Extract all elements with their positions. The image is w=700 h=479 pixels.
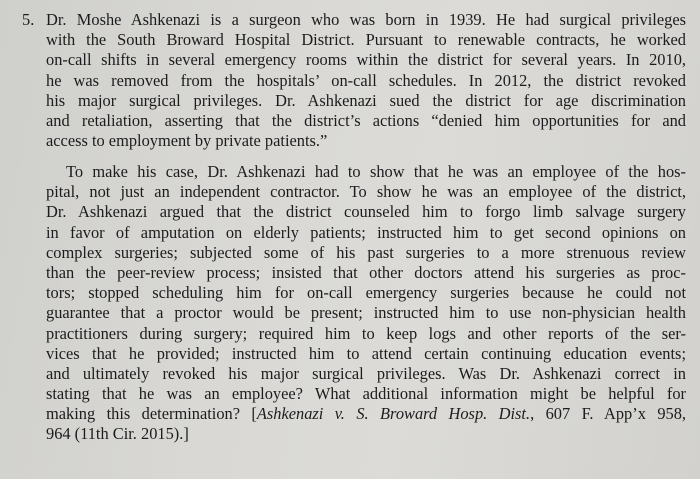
text-line: Dr. Moshe Ashkenazi is a surgeon who was born in 1939. He had surgical privileges bbox=[46, 10, 686, 29]
text-line: access to employment by private patients.” bbox=[46, 131, 328, 151]
text-line: pital, not just an independent contractor. To show he was an employee of the district, bbox=[46, 182, 686, 202]
text-line: and ultimately revoked his major surgical privileges. Was Dr. Ashkenazi correct in bbox=[46, 363, 686, 383]
text-line: he was removed from the hospitals’ on-call schedules. In 2012, the district revoked bbox=[46, 70, 686, 90]
text-line: tors; stopped scheduling him for on-call emergency surgeries because he could not bbox=[46, 283, 686, 303]
text-line: To make his case, Dr. Ashkenazi had to show that he was an employee of the hos- bbox=[66, 162, 686, 181]
text-line: Dr. Ashkenazi argued that the district counseled him to forgo limb salvage surgery bbox=[46, 202, 686, 222]
text-line: practitioners during surgery; required him to keep logs and other reports of the ser- bbox=[46, 323, 686, 343]
case-name: Ashkenazi v. S. Broward Hosp. Dist. bbox=[256, 404, 531, 424]
citation-prefix: making this determination? [ bbox=[46, 404, 257, 424]
text-line: on-call shifts in several emergency rooms within the district for several years. In 2010, bbox=[46, 50, 686, 70]
text-line: guarantee that a proctor would be present; instructed him to use non-physician health bbox=[46, 303, 686, 323]
text-line: in favor of amputation on elderly patients; instructed him to get second opinions on bbox=[46, 222, 686, 242]
paragraph-question bbox=[46, 162, 686, 445]
problem-number: 5. bbox=[22, 10, 35, 29]
citation-line bbox=[46, 404, 686, 424]
text-line: and retaliation, asserting that the district’s actions “denied him opportunities for and bbox=[46, 110, 686, 130]
text-line: than the peer-review process; insisted that other doctors attend his surgeries as proc- bbox=[46, 262, 686, 282]
text-line: vices that he provided; instructed him to attend certain continuing education events; bbox=[46, 343, 686, 363]
text-line: stating that he was an employee? What additional information might be helpful for bbox=[46, 384, 686, 404]
text-line: complex surgeries; subjected some of his past surgeries to a more strenuous review bbox=[46, 242, 686, 262]
paragraph-facts bbox=[46, 10, 686, 151]
text-line: his major surgical privileges. Dr. Ashkenazi sued the district for age discrimination bbox=[46, 90, 686, 110]
text-line: with the South Broward Hospital District. Pursuant to renewable contracts, he worked bbox=[46, 30, 686, 50]
citation-suffix: , 607 F. App’x 958, bbox=[530, 404, 686, 424]
citation-line: 964 (11th Cir. 2015).] bbox=[46, 424, 189, 444]
